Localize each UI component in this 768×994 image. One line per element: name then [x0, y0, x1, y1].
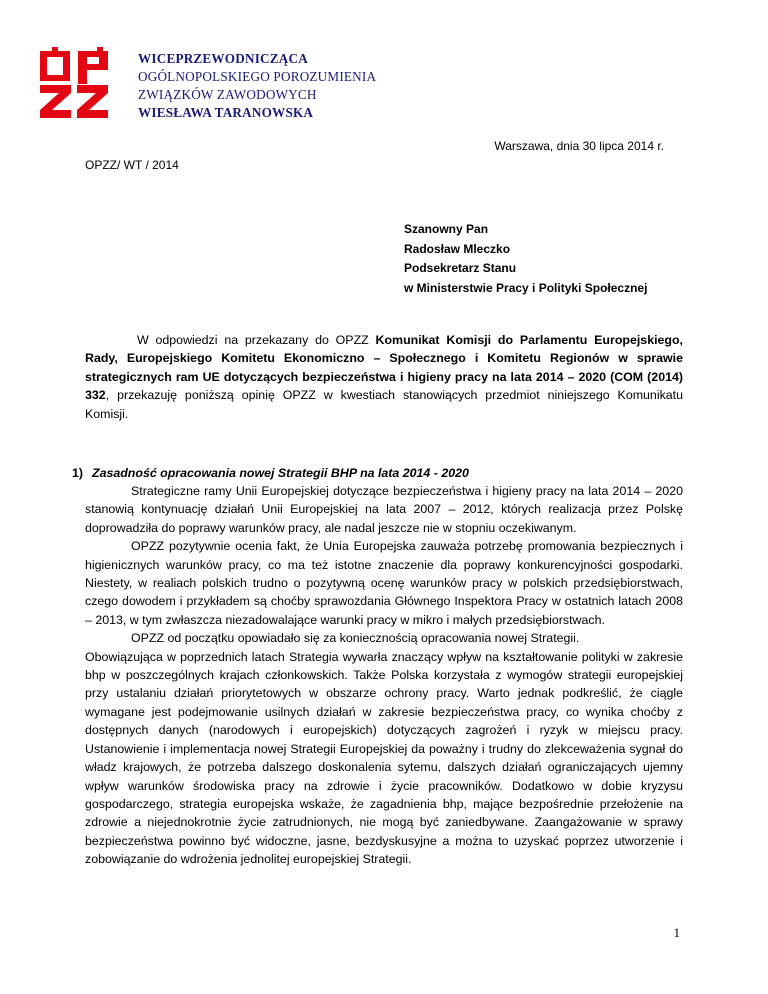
addressee-ministry: w Ministerstwie Pracy i Polityki Społecznej: [404, 280, 648, 295]
intro-text-1: W odpowiedzi na przekazany do OPZZ: [137, 333, 376, 347]
letterhead: [138, 50, 376, 122]
letterhead-org-line1: OGÓLNOPOLSKIEGO POROZUMIENIA: [138, 69, 377, 84]
body-paragraph-1: Strategiczne ramy Unii Europejskiej dotyczące bezpieczeństwa i higieny pracy na lata 2014 – 2020 stanowią kontynuację działań Unii Europejskiej na lata 2007 – 2012, których realizacja przez Polskę doprowadziła do poprawy warunków pracy, ale nadal jeszcze nie w stopniu oczekiwanym.: [85, 484, 683, 535]
letterhead-title: WICEPRZEWODNICZĄCA: [138, 51, 308, 66]
addressee-name: Radosław Mleczko: [404, 241, 511, 256]
body-paragraph: [85, 482, 683, 537]
body-paragraph: [85, 648, 683, 869]
reference-number: OPZZ/ WT / 2014: [85, 158, 179, 172]
section-number: 1): [72, 466, 84, 480]
body-paragraph: [85, 629, 683, 647]
section-heading: [72, 464, 469, 482]
page-number: 1: [673, 925, 680, 940]
section-body: [85, 482, 683, 869]
letterhead-org-line2: ZWIĄZKÓW ZAWODOWYCH: [138, 87, 317, 102]
letterhead-name: WIESŁAWA TARANOWSKA: [138, 105, 314, 120]
body-paragraph-3: OPZZ od początku opowiadało się za koniecznością opracowania nowej Strategii.: [131, 631, 580, 646]
addressee-block: [404, 220, 647, 298]
body-paragraph: [85, 537, 683, 629]
body-paragraph-4: Obowiązująca w poprzednich latach Strategia wywarła znaczący wpływ na kształtowanie polityki w zakresie bhp w poszczególnych krajach członkowskich. Także Polska korzystała z wymogów strategii europejskiej przy ustalaniu działań priorytetowych w obszarze ochrony pracy. Warto jednak podkreślić, że ciągle wymagane jest podejmowanie usilnych działań w zakresie bezpieczeństwa pracy, co wynika choćby z dostępnych danych (narodowych i europejskich) dotyczących zagrożeń i ryzyk w miejscu pracy. Ustanowienie i implementacja nowej Strategii Europejskiej da poważny i trudny do zlekceważenia sygnał do władz krajowych, że potrzeba dalszego doskonalenia sytemu, dalszych działań ograniczających ujemny wpływ warunków środowiska pracy na zdrowie i życie pracowników. Dodatkowo w dobie kryzysu gospodarczego, strategia europejska wskaże, że zagadnienia bhp, mające bezpośrednie przełożenie na zdrowie a niejednokrotnie życie zatrudnionych, nie mogą być zaniedbywane. Zaangażowanie w sprawy bezpieczeństwa powinno być widoczne, jasne, bezdyskusyjne a można to uzyskać poprzez utworzenie i zobowiązanie do wdrożenia jednolitej europejskiej Strategii.: [85, 649, 683, 867]
intro-paragraph: [85, 331, 683, 423]
letter-date: Warszawa, dnia 30 lipca 2014 r.: [494, 139, 664, 153]
opzz-logo: [37, 47, 115, 119]
section-title: Zasadność opracowania nowej Strategii BHP na lata 2014 - 2020: [92, 466, 469, 480]
addressee-salutation: Szanowny Pan: [404, 222, 489, 236]
intro-document-title: Komunikat Komisji do Parlamentu Europejskiego, Rady, Europejskiego Komitetu Ekonomiczno – Społecznego i Komitetu Regionów w sprawie strategicznych ram UE dotyczących bezpieczeństwa i higieny pracy na lata 2014 – 2020 (COM (2014) 332: [85, 333, 683, 403]
addressee-position: Podsekretarz Stanu: [404, 261, 517, 275]
body-paragraph-2: OPZZ pozytywnie ocenia fakt, że Unia Europejska zauważa potrzebę promowania bezpiecznych i higienicznych warunków pracy, co ma też istotne znaczenie dla poprawy konkurencyjności gospodarki. Niestety, w realiach polskich trudno o pozytywną ocenę warunków pracy w polskich przedsiębiorstwach, czego dowodem i przykładem są choćby sprawozdania Głównego Inspektora Pracy w ostatnich latach 2008 – 2013, w tym zwłaszcza niezadowalające warunki pracy w mikro i małych przedsiębiorstwach.: [85, 539, 683, 627]
intro-text-2: , przekazuję poniższą opinię OPZZ w kwestiach stanowiących przedmiot niniejszego Komunikatu Komisji.: [85, 388, 683, 421]
